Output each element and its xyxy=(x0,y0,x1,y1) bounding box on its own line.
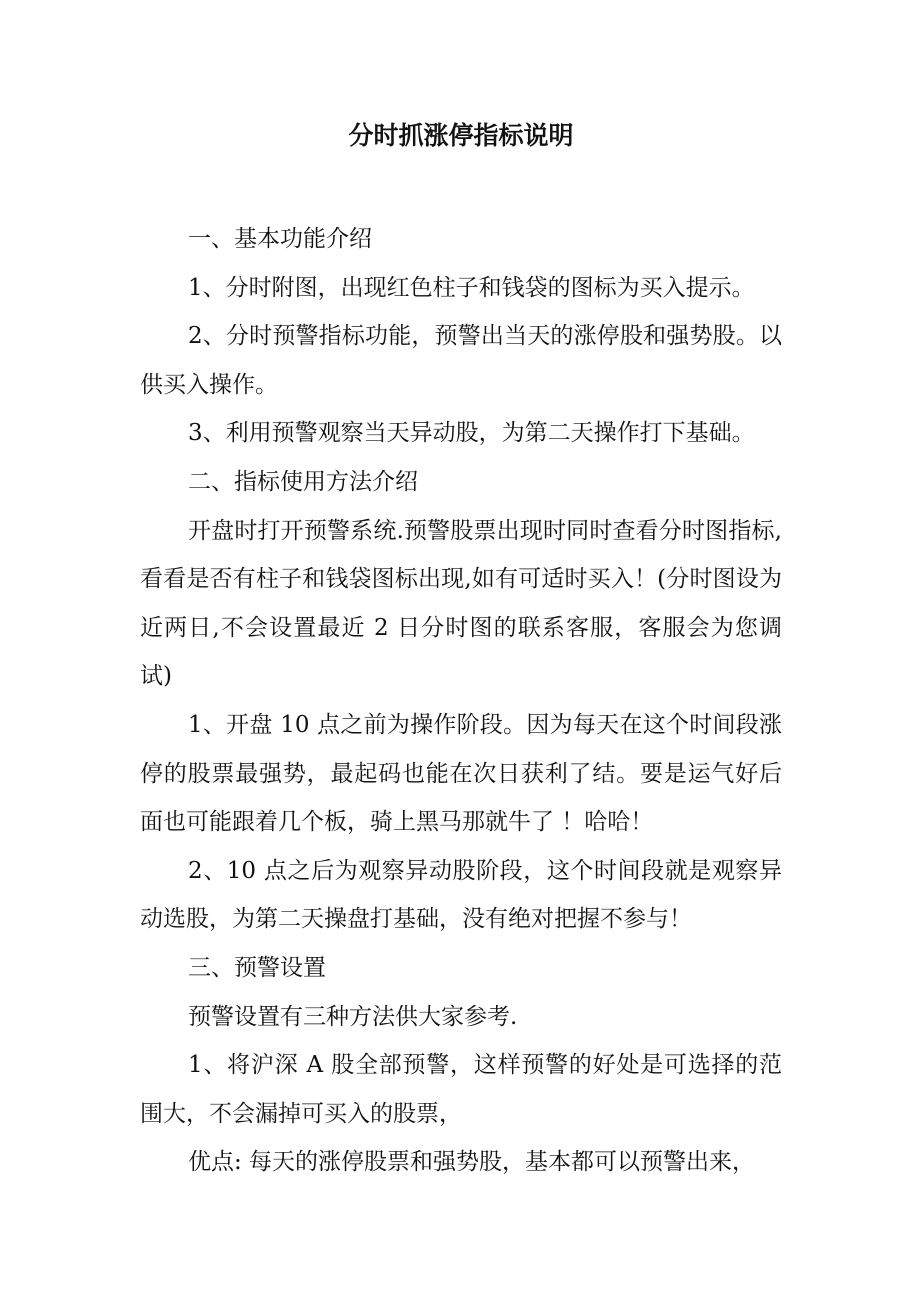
paragraph-function-2: 2、分时预警指标功能，预警出当天的涨停股和强势股。以供买入操作。 xyxy=(140,323,782,398)
section-heading-basic-functions: 一、基本功能介绍 xyxy=(188,226,372,252)
section-heading-alert-settings: 三、预警设置 xyxy=(188,954,326,981)
paragraph-usage-1: 1、开盘 10 点之前为操作阶段。因为每天在这个时间段涨停的股票最强势，最起码也能在次日获利了结。要是运气好后面也可能跟着几个板，骑上黑马那就牛了 ！哈哈！ xyxy=(140,711,782,836)
paragraph-function-1: 1、分时附图，出现红色柱子和钱袋的图标为买入提示。 xyxy=(188,274,755,301)
document-title: 分时抓涨停指标说明 xyxy=(348,121,574,150)
paragraph-alert-advantage: 优点: 每天的涨停股票和强势股，基本都可以预警出来， xyxy=(188,1149,756,1176)
paragraph-usage-intro: 开盘时打开预警系统.预警股票出现时同时查看分时图指标,看看是否有柱子和钱袋图标出现,如有可适时买入！(分时图设为近两日,不会设置最近 2 日分时图的联系客服，客服会为您调试) xyxy=(140,517,782,690)
paragraph-function-3: 3、利用预警观察当天异动股，为第二天操作打下基础。 xyxy=(188,420,755,447)
document-body xyxy=(140,215,782,1187)
paragraph-alert-method-1: 1、将沪深 A 股全部预警，这样预警的好处是可选择的范围大，不会漏掉可买入的股票， xyxy=(140,1052,782,1127)
paragraph-alert-intro: 预警设置有三种方法供大家参考. xyxy=(188,1003,518,1030)
paragraph-usage-2: 2、10 点之后为观察异动股阶段，这个时间段就是观察异动选股，为第二天操盘打基础，没有绝对把握不参与！ xyxy=(140,857,782,933)
section-heading-usage: 二、指标使用方法介绍 xyxy=(188,468,418,495)
